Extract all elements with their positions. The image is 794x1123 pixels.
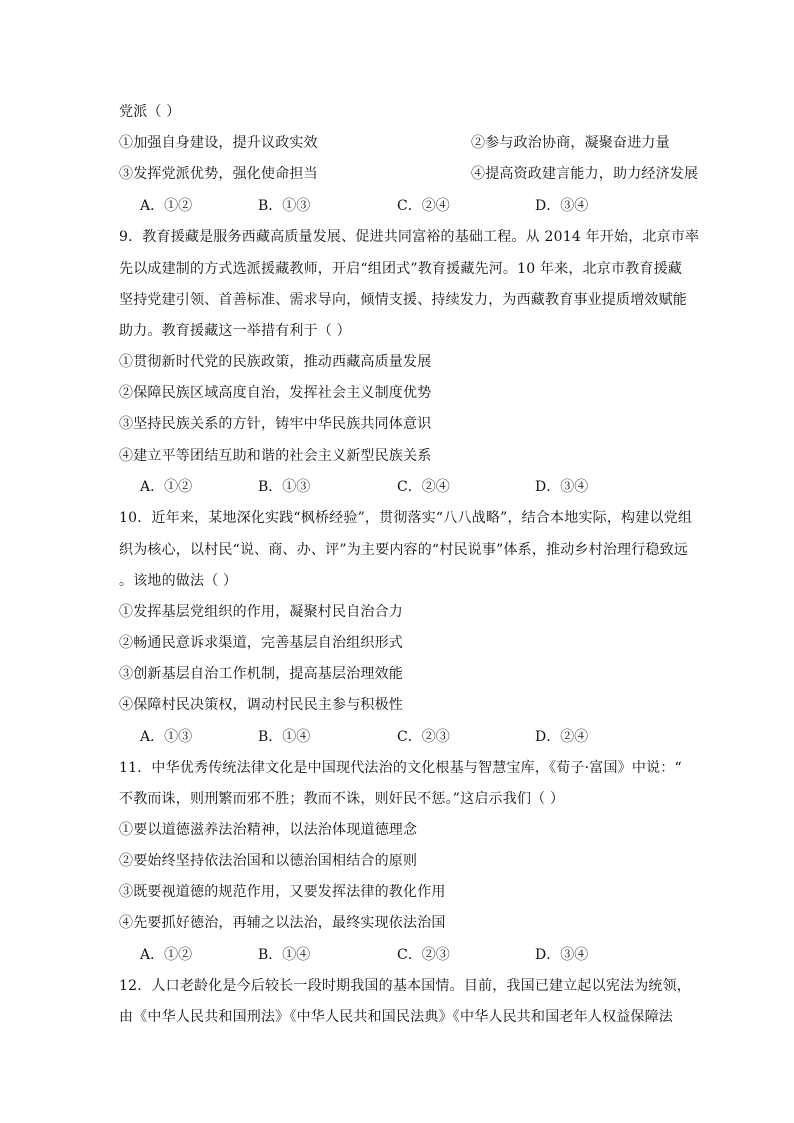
q10-option-b[interactable]: B．①④ (258, 729, 311, 745)
q9-statement-2: ②保障民族区域高度自治，发挥社会主义制度优势 (119, 385, 432, 401)
q9-stem-line: 助力。教育援藏这一举措有利于（ ） (119, 323, 351, 339)
q9-option-a[interactable]: A．①② (140, 479, 193, 495)
q10-stem-line: 织为核心，以村民“说、商、办、评”为主要内容的“村民说事”体系，推动乡村治理行稳致远 (119, 542, 689, 558)
q10-stem-line: 10．近年来，某地深化实践“枫桥经验”，贯彻落实“八八战略”，结合本地实际，构建以党组 (119, 510, 693, 526)
q8-stem-tail: 党派（ ） (119, 104, 181, 120)
q8-options (140, 196, 610, 216)
q11-stem-line: 不教而诛，则刑繁而邪不胜；教而不诛，则奸民不惩。”这启示我们（ ） (119, 791, 565, 807)
q8-statement-row-1 (119, 133, 679, 153)
q9-statement-3: ③坚持民族关系的方针，铸牢中华民族共同体意识 (119, 416, 432, 432)
q9-option-d[interactable]: D．③④ (535, 479, 589, 495)
q8-statement-2: ②参与政治协商，凝聚奋进力量 (471, 135, 670, 151)
q8-statement-1: ①加强自身建设，提升议政实效 (119, 135, 318, 151)
q10-option-a[interactable]: A．①③ (140, 729, 193, 745)
q11-option-d[interactable]: D．③④ (535, 947, 589, 963)
q11-statement-1: ①要以道德滋养法治精神，以法治体现道德理念 (119, 822, 418, 838)
q10-statement-4: ④保障村民决策权，调动村民民主参与积极性 (119, 697, 403, 713)
q9-stem-line: 9．教育援藏是服务西藏高质量发展、促进共同富裕的基础工程。从 2014 年开始，北京市率 (119, 229, 700, 245)
q10-option-c[interactable]: C．②③ (397, 729, 450, 745)
q11-statement-2: ②要始终坚持依法治国和以德治国相结合的原则 (119, 853, 418, 869)
q11-options (140, 945, 610, 965)
q10-statement-2: ②畅通民意诉求渠道，完善基层自治组织形式 (119, 635, 403, 651)
q11-option-b[interactable]: B．①④ (258, 947, 311, 963)
q10-options (140, 727, 610, 747)
q12-stem-line: 12．人口老龄化是今后较长一段时期我国的基本国情。目前，我国已建立起以宪法为统领， (119, 978, 692, 994)
q9-option-c[interactable]: C．②④ (397, 479, 450, 495)
q11-option-c[interactable]: C．②③ (397, 947, 450, 963)
q9-stem-line: 先以成建制的方式选派援藏教师，开启“组团式”教育援藏先河。10 年来，北京市教育援藏 (119, 261, 682, 277)
q11-statement-3: ③既要视道德的规范作用，又要发挥法律的教化作用 (119, 884, 446, 900)
q10-stem-line: 。该地的做法（ ） (119, 573, 238, 589)
q11-statement-4: ④先要抓好德治，再辅之以法治，最终实现依法治国 (119, 915, 446, 931)
q8-statement-4: ④提高资政建言能力，助力经济发展 (471, 166, 699, 182)
q11-stem-line: 11．中华优秀传统法律文化是中国现代法治的文化根基与智慧宝库，《荀子·富国》中说：“ (119, 760, 682, 776)
q11-option-a[interactable]: A．①② (140, 947, 193, 963)
q9-statement-4: ④建立平等团结互助和谐的社会主义新型民族关系 (119, 448, 432, 464)
q9-option-b[interactable]: B．①③ (258, 479, 311, 495)
q9-stem-line: 坚持党建引领、首善标准、需求导向，倾情支援、持续发力，为西藏教育事业提质增效赋能 (119, 292, 687, 308)
q8-option-b[interactable]: B．①③ (258, 198, 311, 214)
q8-statement-row-2 (119, 164, 699, 184)
q10-statement-1: ①发挥基层党组织的作用，凝聚村民自治合力 (119, 604, 403, 620)
q8-option-a[interactable]: A．①② (140, 198, 193, 214)
q10-statement-3: ③创新基层自治工作机制，提高基层治理效能 (119, 666, 403, 682)
q12-stem-line: 由《中华人民共和国刑法》《中华人民共和国民法典》《中华人民共和国老年人权益保障法 (119, 1009, 673, 1025)
q8-option-d[interactable]: D．③④ (535, 198, 589, 214)
q10-option-d[interactable]: D．②④ (535, 729, 589, 745)
q9-statement-1: ①贯彻新时代党的民族政策，推动西藏高质量发展 (119, 354, 432, 370)
q8-statement-3: ③发挥党派优势，强化使命担当 (119, 166, 318, 182)
q8-option-c[interactable]: C．②④ (397, 198, 450, 214)
q9-options (140, 477, 610, 497)
